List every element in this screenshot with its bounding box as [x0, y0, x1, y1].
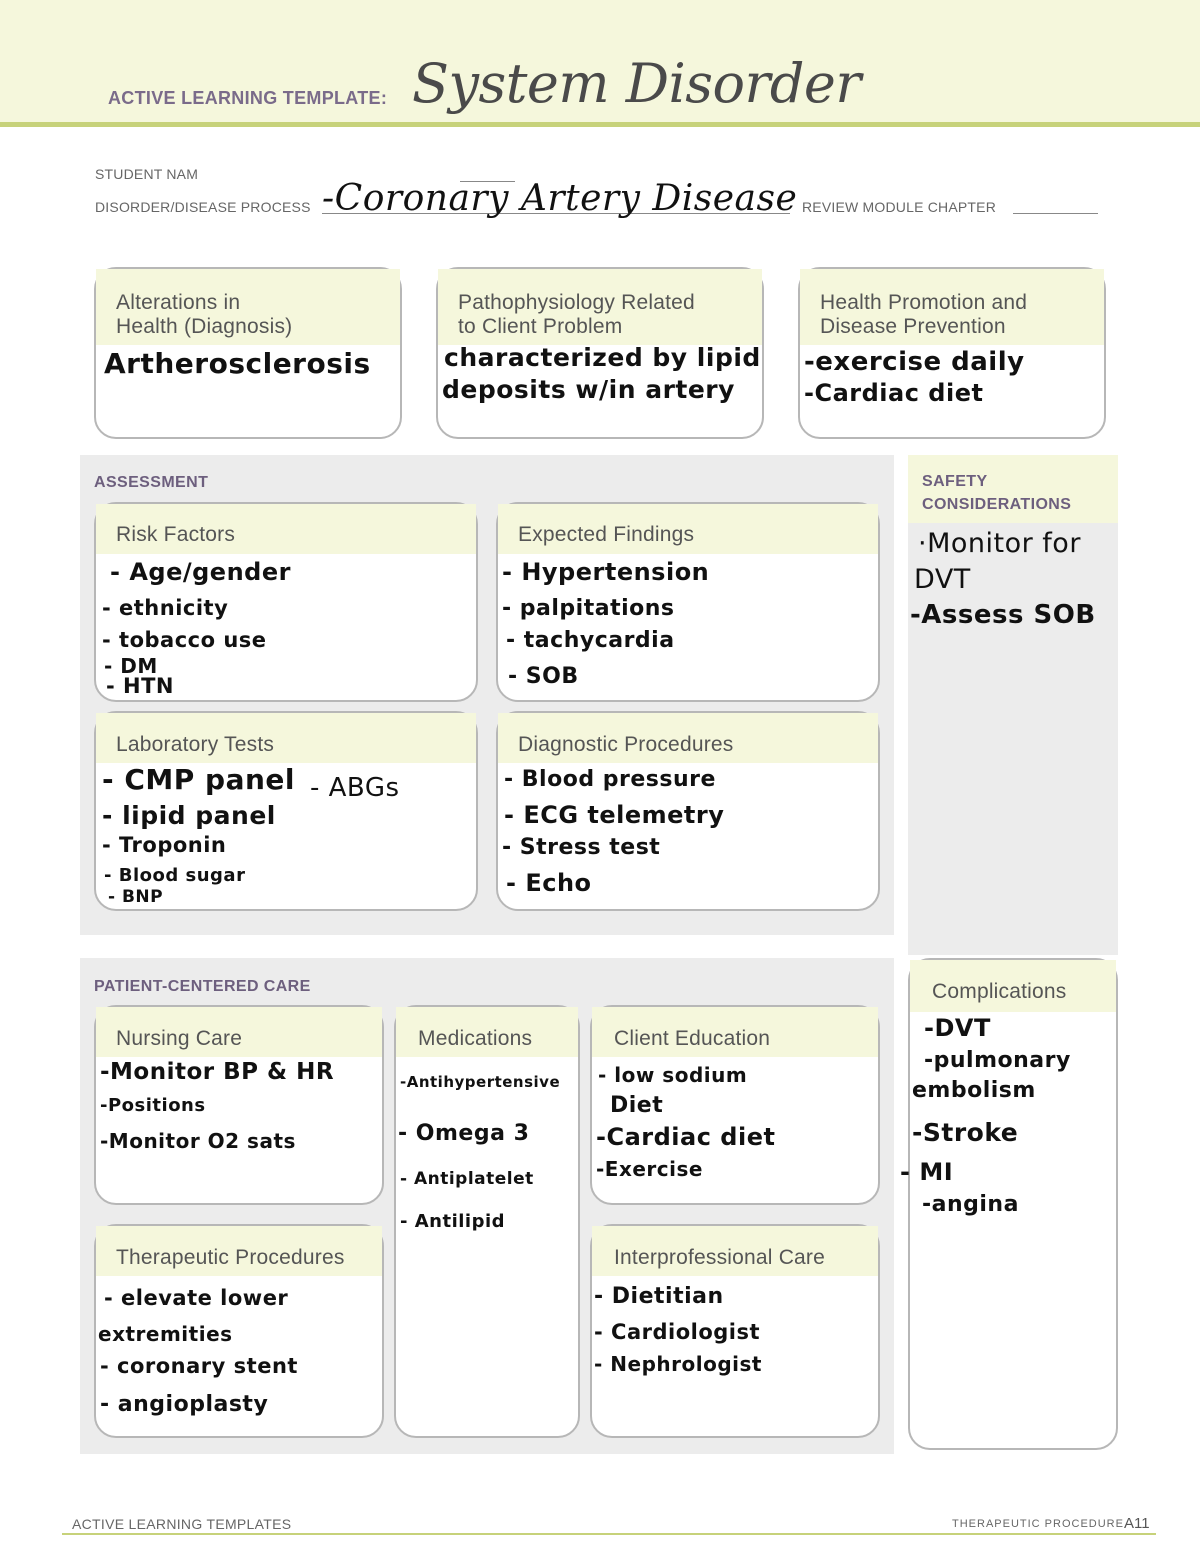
handwritten-entry: extremities	[98, 1322, 233, 1346]
handwritten-entry: - DM	[104, 654, 158, 678]
handwritten-entry: ·Monitor for	[918, 528, 1081, 559]
handwritten-entry: -Exercise	[596, 1157, 703, 1181]
handwritten-entry: - tobacco use	[102, 628, 267, 652]
box-title: Complications	[932, 980, 1067, 1003]
footer-title: ACTIVE LEARNING TEMPLATES	[72, 1516, 292, 1532]
handwritten-entry: - Nephrologist	[594, 1352, 762, 1376]
box-title: Expected Findings	[518, 523, 695, 546]
nursing-care-box	[94, 1005, 384, 1205]
handwritten-entry: - elevate lower	[104, 1286, 289, 1310]
footer-section: THERAPEUTIC PROCEDURE	[952, 1518, 1124, 1530]
page-number: A11	[1124, 1515, 1150, 1532]
handwritten-entry: deposits w/in artery	[442, 375, 735, 404]
handwritten-entry: DVT	[914, 564, 971, 595]
handwritten-entry: - Age/gender	[110, 558, 291, 586]
handwritten-entry: - ABGs	[310, 773, 400, 803]
handwritten-entry: -Positions	[100, 1095, 206, 1116]
student-name-label: STUDENT NAM	[95, 166, 199, 182]
pathophysiology-box	[436, 267, 764, 439]
handwritten-entry: - SOB	[508, 664, 579, 689]
complications-box	[900, 958, 1118, 1450]
handwritten-entry: - Echo	[506, 869, 592, 897]
box-title: Diagnostic Procedures	[518, 733, 734, 756]
review-module-field[interactable]	[1013, 213, 1098, 214]
handwritten-entry: - ethnicity	[102, 596, 229, 620]
handwritten-entry: embolism	[912, 1078, 1036, 1103]
handwritten-entry: - MI	[900, 1158, 954, 1186]
interprofessional-care-box	[590, 1224, 880, 1438]
handwritten-entry: - Cardiologist	[594, 1320, 761, 1344]
safety-heading: SAFETY	[922, 473, 988, 490]
box-title: Nursing Care	[116, 1027, 243, 1050]
box-title: Risk Factors	[116, 523, 236, 546]
client-education-box	[590, 1005, 880, 1205]
handwritten-entry: - ECG telemetry	[504, 801, 725, 829]
assessment-heading: ASSESSMENT	[94, 474, 209, 491]
handwritten-entry: -Monitor O2 sats	[100, 1129, 296, 1153]
handwritten-entry: -exercise daily	[804, 347, 1025, 377]
handwritten-entry: - low sodium	[598, 1063, 748, 1087]
box-title: Alterations in	[116, 291, 241, 314]
box-title: Medications	[418, 1027, 533, 1050]
handwritten-entry: -DVT	[924, 1014, 991, 1042]
handwritten-entry: - coronary stent	[100, 1354, 298, 1378]
handwritten-entry: - Stress test	[502, 835, 661, 860]
handwritten-entry: - Antilipid	[400, 1211, 506, 1232]
health-promotion-box	[798, 267, 1106, 439]
box-title: Interprofessional Care	[614, 1246, 826, 1269]
disorder-value: -Coronary Artery Disease	[322, 178, 798, 219]
handwritten-entry: - Blood sugar	[104, 865, 246, 886]
safety-heading: CONSIDERATIONS	[922, 496, 1072, 513]
handwritten-entry: - BNP	[108, 887, 164, 907]
box-title: Pathophysiology Related	[458, 291, 695, 314]
box-title: to Client Problem	[458, 315, 623, 338]
medications-box	[394, 1005, 580, 1438]
laboratory-tests-box	[94, 711, 478, 911]
handwritten-entry: -Antihypertensive	[400, 1073, 561, 1091]
handwritten-entry: -pulmonary	[924, 1048, 1071, 1073]
therapeutic-procedures-box	[94, 1224, 384, 1438]
handwritten-entry: - CMP panel	[102, 763, 296, 796]
handwritten-entry: - Omega 3	[398, 1121, 530, 1146]
template-label: ACTIVE LEARNING TEMPLATE:	[108, 88, 388, 108]
handwritten-entry: Artherosclerosis	[104, 347, 371, 380]
handwritten-entry: - palpitations	[502, 596, 675, 621]
handwritten-entry: -Cardiac diet	[804, 379, 984, 407]
header-rule	[0, 122, 1200, 127]
handwritten-entry: -Monitor BP & HR	[100, 1059, 335, 1085]
box-title: Health Promotion and	[820, 291, 1028, 314]
handwritten-entry: - angioplasty	[100, 1392, 269, 1417]
handwritten-entry: - HTN	[106, 674, 175, 698]
expected-findings-box	[496, 502, 880, 702]
handwritten-entry: -Cardiac diet	[596, 1123, 776, 1151]
box-title: Disease Prevention	[820, 315, 1006, 338]
handwritten-entry: - Blood pressure	[504, 767, 716, 792]
box-title: Client Education	[614, 1027, 771, 1050]
box-title: Laboratory Tests	[116, 733, 275, 756]
handwritten-entry: - Troponin	[102, 833, 227, 857]
handwritten-entry: Diet	[610, 1093, 664, 1118]
alterations-in-health-box	[94, 267, 402, 439]
review-module-label: REVIEW MODULE CHAPTER	[802, 199, 996, 215]
box-title: Health (Diagnosis)	[116, 315, 293, 338]
disorder-label: DISORDER/DISEASE PROCESS	[95, 199, 311, 215]
patient-centered-care-heading: PATIENT-CENTERED CARE	[94, 978, 311, 995]
handwritten-entry: - Antiplatelet	[400, 1169, 534, 1189]
handwritten-entry: -Assess SOB	[910, 600, 1096, 630]
diagnostic-procedures-box	[496, 711, 880, 911]
handwritten-entry: characterized by lipid	[444, 343, 761, 372]
handwritten-entry: - Hypertension	[502, 558, 710, 586]
handwritten-entry: -Stroke	[912, 1118, 1019, 1147]
footer-rule	[62, 1533, 1156, 1535]
handwritten-entry: - tachycardia	[506, 628, 675, 653]
handwritten-entry: -angina	[922, 1192, 1019, 1217]
handwritten-entry: - Dietitian	[594, 1284, 724, 1309]
template-title: System Disorder	[412, 52, 861, 115]
handwritten-entry: - lipid panel	[102, 801, 276, 830]
risk-factors-box	[94, 502, 478, 702]
box-title: Therapeutic Procedures	[116, 1246, 345, 1269]
